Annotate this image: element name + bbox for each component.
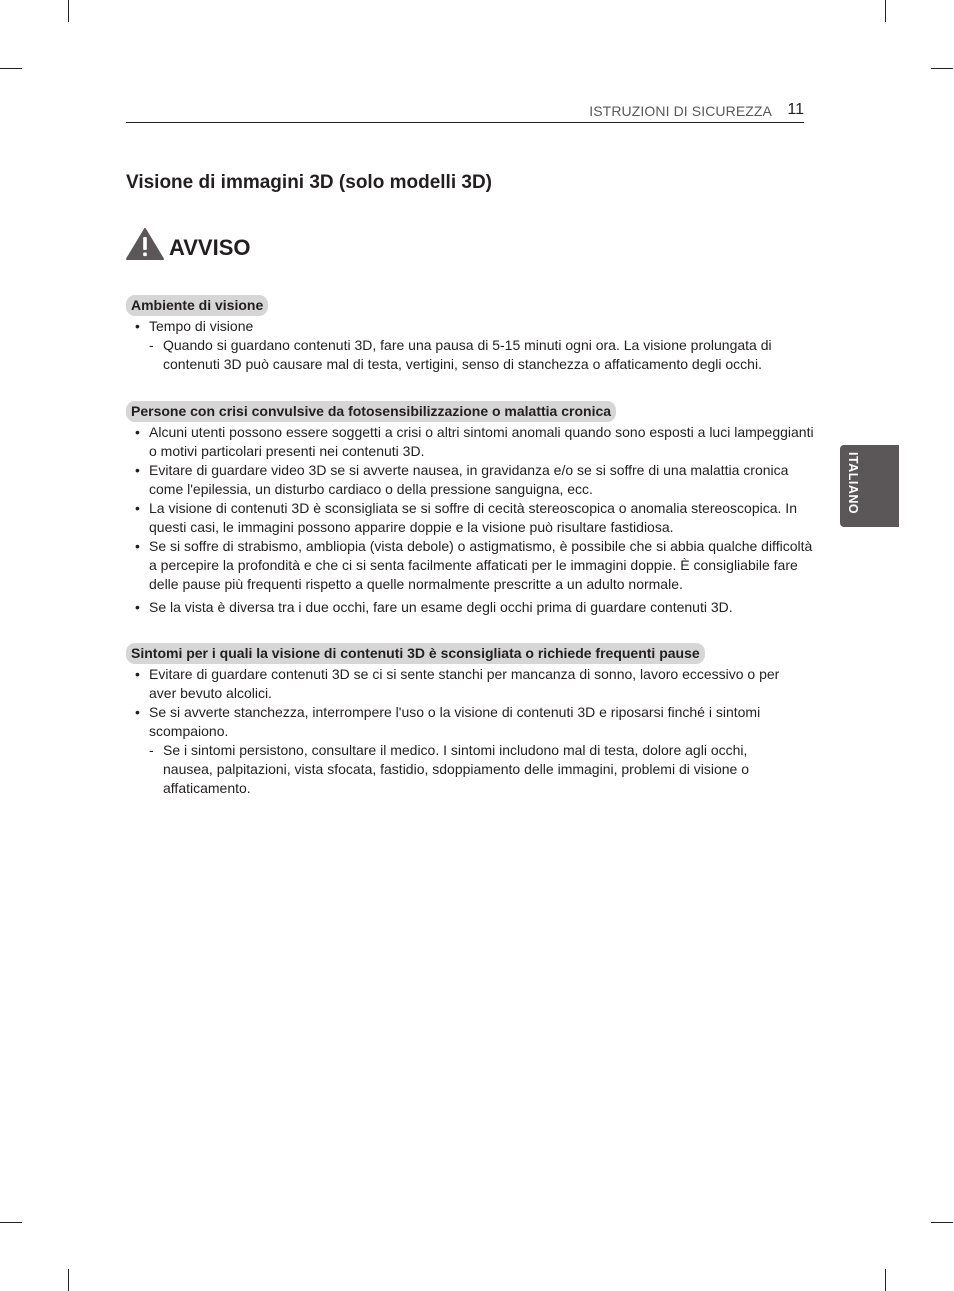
bullet-text: Tempo di visione xyxy=(149,318,254,334)
dash-item: - Quando si guardano contenuti 3D, fare una pausa di 5-15 minuti ogni ora. La visione prolungata di contenuti 3D può causare mal di testa, vertigini, senso di stanchezza o affaticamento degli occhi. xyxy=(149,336,816,374)
warning-label: AVVISO xyxy=(169,235,251,260)
bullet-item: • Se si soffre di strabismo, ambliopia (vista debole) o astigmatismo, è possibile che si abbia qualche difficoltà a percepire la profondità e che ci si senta facilmente affaticati per le immagini doppie. È consigliabile fare delle pause più frequenti rispetto a quelle normalmente prescritte a un adulto normale. xyxy=(126,537,816,594)
bullet-item xyxy=(126,703,801,798)
dash-list xyxy=(149,336,816,374)
language-tab-label: ITALIANO xyxy=(846,452,860,515)
bullet-list xyxy=(126,665,801,798)
crop-mark xyxy=(931,1222,953,1223)
crop-mark xyxy=(885,0,886,22)
language-tab xyxy=(840,445,899,527)
running-header xyxy=(126,100,804,123)
bullet-item: • Se la vista è diversa tra i due occhi, fare un esame degli occhi prima di guardare contenuti 3D. xyxy=(126,598,816,617)
header-title: ISTRUZIONI DI SICUREZZA xyxy=(589,103,772,119)
warning-triangle-icon xyxy=(126,228,164,260)
content-block xyxy=(126,401,816,617)
bullet-item: • Evitare di guardare video 3D se si avverte nausea, in gravidanza e/o se si soffre di una malattia cronica come l'epilessia, un disturbo cardiaco o della pressione sanguigna, ecc. xyxy=(126,461,816,499)
content-block xyxy=(126,295,816,374)
bullet-item xyxy=(126,317,816,374)
bullet-list xyxy=(126,423,816,617)
bullet-item: • Alcuni utenti possono essere soggetti a crisi o altri sintomi anomali quando sono esposti a luci lampeggianti o motivi particolari presenti nei contenuti 3D. xyxy=(126,423,816,461)
bullet-text: Se si avverte stanchezza, interrompere l'uso o la visione di contenuti 3D e riposarsi finché i sintomi scompaiono. xyxy=(149,704,761,739)
crop-mark xyxy=(0,1222,22,1223)
content-block xyxy=(126,643,801,798)
section-title: Visione di immagini 3D (solo modelli 3D) xyxy=(126,172,492,193)
crop-mark xyxy=(68,0,69,22)
crop-mark xyxy=(885,1269,886,1291)
bullet-item: • Evitare di guardare contenuti 3D se ci si sente stanchi per mancanza di sonno, lavoro eccessivo o per aver bevuto alcolici. xyxy=(126,665,801,703)
dash-item: - Se i sintomi persistono, consultare il medico. I sintomi includono mal di testa, dolore agli occhi, nausea, palpitazioni, vista sfocata, fastidio, sdoppiamento delle immagini, problemi di visione o affaticamento. xyxy=(149,741,801,798)
crop-mark xyxy=(931,68,953,69)
dash-list xyxy=(149,741,801,798)
crop-mark xyxy=(68,1269,69,1291)
page-number: 11 xyxy=(787,101,804,118)
block-heading: Sintomi per i quali la visione di contenuti 3D è sconsigliata o richiede frequenti pause xyxy=(126,643,705,664)
warning-header xyxy=(126,228,816,260)
bullet-list xyxy=(126,317,816,374)
block-heading: Ambiente di visione xyxy=(126,295,268,316)
main-content xyxy=(126,170,816,796)
block-heading: Persone con crisi convulsive da fotosensibilizzazione o malattia cronica xyxy=(126,401,616,422)
crop-mark xyxy=(0,68,22,69)
bullet-item: • La visione di contenuti 3D è sconsigliata se si soffre di cecità stereoscopica o anomalia stereoscopica. In questi casi, le immagini possono apparire doppie e la visione può risultare fastidiosa. xyxy=(126,499,816,537)
